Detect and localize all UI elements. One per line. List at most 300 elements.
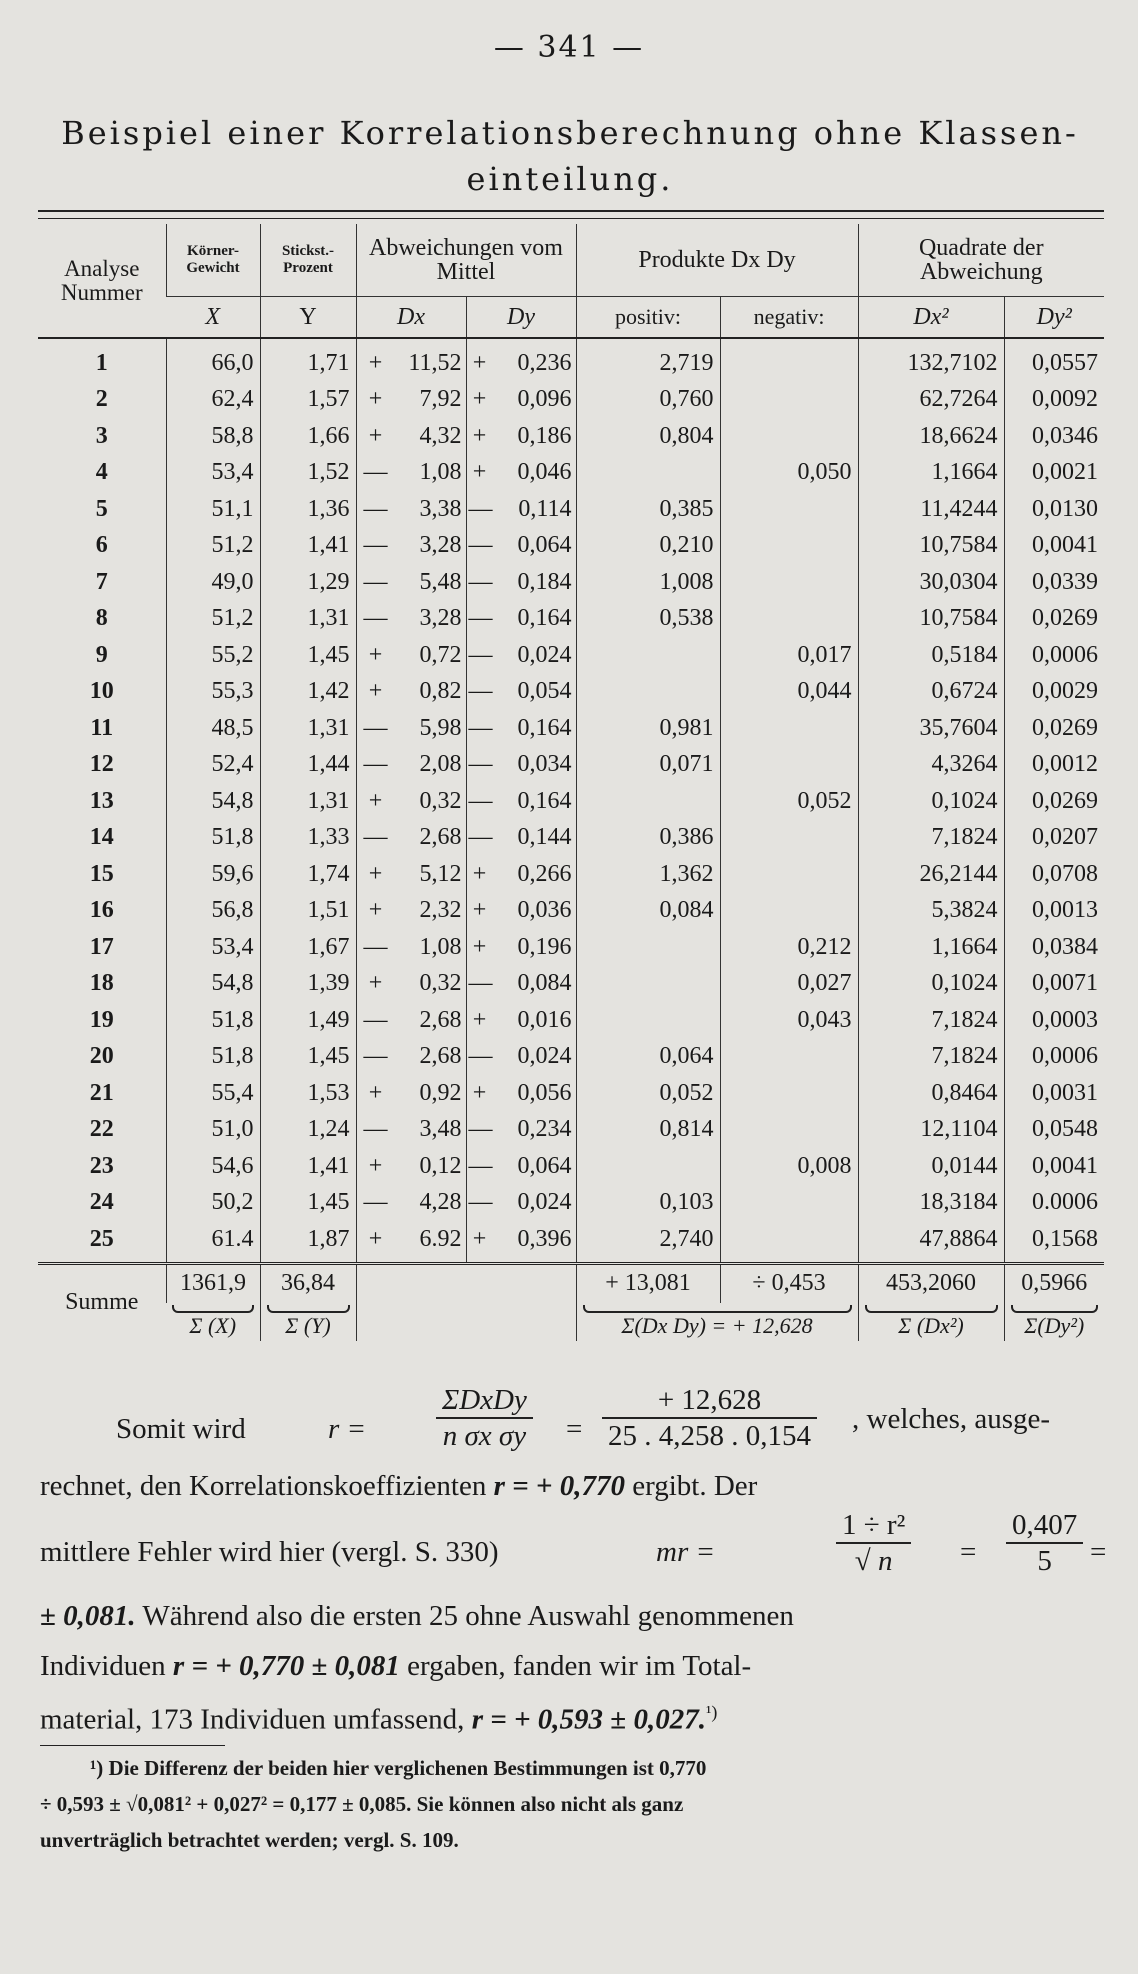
- summe-x: 1361,9: [166, 1263, 260, 1303]
- row-number: 7: [95, 568, 108, 595]
- para3-error: ± 0,081.: [40, 1600, 136, 1632]
- cell-positiv: 0,210: [576, 528, 720, 565]
- footnote-line-3: unverträglich betrachtet werden; vergl. S. 109.: [40, 1828, 459, 1852]
- cell-y: 1,44: [260, 747, 356, 784]
- cell-dy2: 0,0003: [1004, 1002, 1104, 1039]
- cell-x: 51,8: [166, 820, 260, 857]
- cell-dx: + 2,32: [356, 893, 466, 930]
- summe-blank-1: [356, 1303, 466, 1341]
- formula-fraction-symbolic: [436, 1383, 533, 1453]
- cell-x: 61.4: [166, 1221, 260, 1263]
- table-row: [38, 601, 1104, 638]
- cell-dx2: 11,4244: [858, 491, 1004, 528]
- cell-x: 51,2: [166, 601, 260, 638]
- paragraph-line-4: [40, 1644, 1104, 1688]
- cell-dy: — 0,024: [466, 1039, 576, 1076]
- table-row: [38, 528, 1104, 565]
- para1-text-b: ergibt. Der: [624, 1470, 758, 1502]
- cell-x: 51,8: [166, 1002, 260, 1039]
- cell-positiv: 1,008: [576, 564, 720, 601]
- cell-negativ: [720, 710, 858, 747]
- cell-dy: — 0,054: [466, 674, 576, 711]
- footnote-line-2: ÷ 0,593 ± √0,081² + 0,027² = 0,177 ± 0,085. Sie können also nicht als ganz: [40, 1792, 684, 1816]
- cell-dx2: 7,1824: [858, 1002, 1004, 1039]
- cell-positiv: [576, 455, 720, 492]
- cell-x: 56,8: [166, 893, 260, 930]
- cell-y: 1,71: [260, 338, 356, 382]
- cell-dy2: 0,0207: [1004, 820, 1104, 857]
- cell-dy2: 0,0031: [1004, 1075, 1104, 1112]
- cell-dx2: 35,7604: [858, 710, 1004, 747]
- cell-dx: + 0,32: [356, 783, 466, 820]
- brace-dy2: [1011, 1305, 1099, 1313]
- table-row: [38, 491, 1104, 528]
- cell-dy: — 0,064: [466, 528, 576, 565]
- cell-positiv: 2,740: [576, 1221, 720, 1263]
- cell-positiv: 0,760: [576, 382, 720, 419]
- cell-dy2: 0,0029: [1004, 674, 1104, 711]
- cell-positiv: 0,103: [576, 1185, 720, 1222]
- summe-y: 36,84: [260, 1263, 356, 1303]
- cell-dx: + 0,82: [356, 674, 466, 711]
- cell-dy: — 0,034: [466, 747, 576, 784]
- mr-den-1: √ n: [854, 1545, 893, 1577]
- cell-y: 1,66: [260, 418, 356, 455]
- sigma-dy2-label: Σ(Dy²): [1004, 1303, 1104, 1341]
- table-row: [38, 382, 1104, 419]
- cell-negativ: [720, 747, 858, 784]
- cell-dx2: 26,2144: [858, 856, 1004, 893]
- brace-dxdy: [583, 1305, 852, 1313]
- cell-dy2: 0,0092: [1004, 382, 1104, 419]
- correlation-table: [38, 224, 1104, 1341]
- cell-dy2: 0,0006: [1004, 637, 1104, 674]
- cell-positiv: 0,386: [576, 820, 720, 857]
- table-row: [38, 856, 1104, 893]
- correlation-formula: [40, 1375, 1104, 1475]
- cell-negativ: [720, 893, 858, 930]
- cell-dx: — 2,68: [356, 1039, 466, 1076]
- brace-x: [172, 1305, 254, 1313]
- cell-dy: — 0,164: [466, 783, 576, 820]
- formula-den-numeric: 25 . 4,258 . 0,154: [608, 1420, 811, 1452]
- cell-dy2: 0,0557: [1004, 338, 1104, 382]
- cell-dy: + 0,236: [466, 338, 576, 382]
- header-positiv: positiv:: [576, 297, 720, 339]
- para5-text: material, 173 Individuen umfassend,: [40, 1703, 472, 1736]
- mr-den-2: 5: [1037, 1545, 1052, 1577]
- cell-dy2: 0.0006: [1004, 1185, 1104, 1222]
- cell-negativ: [720, 418, 858, 455]
- table-row: [38, 1039, 1104, 1076]
- table-row: [38, 418, 1104, 455]
- cell-y: 1,87: [260, 1221, 356, 1263]
- page-number: — 341 —: [493, 30, 645, 65]
- cell-y: 1,67: [260, 929, 356, 966]
- mr-num-1: 1 ÷ r²: [836, 1508, 911, 1544]
- cell-y: 1,42: [260, 674, 356, 711]
- cell-dx2: 47,8864: [858, 1221, 1004, 1263]
- cell-negativ: 0,043: [720, 1002, 858, 1039]
- sigma-y-label: Σ (Y): [260, 1303, 356, 1341]
- cell-dy2: 0,0006: [1004, 1039, 1104, 1076]
- cell-dy2: 0,0269: [1004, 601, 1104, 638]
- row-number: 20: [89, 1043, 114, 1070]
- page-title: [40, 110, 1100, 202]
- table-row: [38, 455, 1104, 492]
- cell-negativ: [720, 1075, 858, 1112]
- cell-positiv: [576, 783, 720, 820]
- cell-x: 51,1: [166, 491, 260, 528]
- cell-dx2: 5,3824: [858, 893, 1004, 930]
- cell-dy: — 0,114: [466, 491, 576, 528]
- sigma-x-label: Σ (X): [166, 1303, 260, 1341]
- cell-x: 52,4: [166, 747, 260, 784]
- header-dx: Dx: [356, 297, 466, 339]
- summe-dy2: 0,5966: [1004, 1263, 1104, 1303]
- cell-positiv: [576, 929, 720, 966]
- cell-positiv: 0,804: [576, 418, 720, 455]
- table-row: [38, 893, 1104, 930]
- cell-x: 54,8: [166, 966, 260, 1003]
- cell-dy2: 0,0339: [1004, 564, 1104, 601]
- cell-negativ: [720, 338, 858, 382]
- cell-dx2: 0,8464: [858, 1075, 1004, 1112]
- cell-dy: + 0,196: [466, 929, 576, 966]
- cell-dx: + 11,52: [356, 338, 466, 382]
- cell-dx2: 0,5184: [858, 637, 1004, 674]
- brace-y: [267, 1305, 350, 1313]
- cell-negativ: 0,027: [720, 966, 858, 1003]
- cell-dy2: 0,0071: [1004, 966, 1104, 1003]
- formula-lead: Somit wird: [116, 1413, 246, 1445]
- cell-positiv: [576, 674, 720, 711]
- title-line-2: einteilung.: [466, 160, 674, 198]
- table-top-rule-thin: [38, 218, 1104, 219]
- row-number: 24: [89, 1189, 114, 1216]
- para1-r-value: r = + 0,770: [493, 1470, 625, 1502]
- cell-dx: + 0,72: [356, 637, 466, 674]
- cell-dy: — 0,084: [466, 966, 576, 1003]
- cell-y: 1,24: [260, 1112, 356, 1149]
- cell-dx: — 1,08: [356, 929, 466, 966]
- cell-dx: + 4,32: [356, 418, 466, 455]
- cell-dx2: 62,7264: [858, 382, 1004, 419]
- cell-dy: — 0,234: [466, 1112, 576, 1149]
- paragraph-line-3: [40, 1594, 1104, 1638]
- cell-dx: + 6.92: [356, 1221, 466, 1263]
- cell-dy2: 0,0130: [1004, 491, 1104, 528]
- cell-positiv: 0,538: [576, 601, 720, 638]
- cell-dx2: 4,3264: [858, 747, 1004, 784]
- table-row: [38, 820, 1104, 857]
- header-dy: Dy: [466, 297, 576, 339]
- formula-den-symbolic: n σx σy: [442, 1420, 527, 1452]
- header-quadrate: Quadrate der Abweichung: [858, 224, 1104, 297]
- row-number: 18: [89, 970, 114, 997]
- table-body: [38, 338, 1104, 1263]
- cell-dy2: 0,0021: [1004, 455, 1104, 492]
- cell-dx: — 3,48: [356, 1112, 466, 1149]
- table-row: [38, 1002, 1104, 1039]
- paragraph-line-1: [40, 1464, 1104, 1508]
- summe-blank-2: [466, 1303, 576, 1341]
- cell-x: 59,6: [166, 856, 260, 893]
- cell-dy2: 0,1568: [1004, 1221, 1104, 1263]
- cell-dy: + 0,016: [466, 1002, 576, 1039]
- para4-text-a: Individuen: [40, 1650, 173, 1682]
- table-top-rule: [38, 210, 1104, 212]
- cell-dx2: 10,7584: [858, 601, 1004, 638]
- cell-positiv: [576, 966, 720, 1003]
- cell-dy2: 0,0346: [1004, 418, 1104, 455]
- formula-eq: =: [566, 1413, 583, 1445]
- cell-y: 1,57: [260, 382, 356, 419]
- cell-dx2: 0,1024: [858, 783, 1004, 820]
- cell-negativ: [720, 528, 858, 565]
- cell-dx: — 4,28: [356, 1185, 466, 1222]
- cell-y: 1,31: [260, 601, 356, 638]
- cell-dx2: 7,1824: [858, 1039, 1004, 1076]
- cell-x: 54,8: [166, 783, 260, 820]
- header-negativ: negativ:: [720, 297, 858, 339]
- header-dx2: Dx²: [858, 297, 1004, 339]
- cell-dx: — 3,28: [356, 601, 466, 638]
- row-number: 8: [95, 605, 108, 632]
- cell-dx2: 1,1664: [858, 929, 1004, 966]
- mr-eq-1: =: [960, 1536, 977, 1568]
- cell-positiv: 0,981: [576, 710, 720, 747]
- cell-x: 62,4: [166, 382, 260, 419]
- cell-x: 51,0: [166, 1112, 260, 1149]
- para3-text: Während also die ersten 25 ohne Auswahl genommenen: [135, 1600, 794, 1632]
- cell-dy2: 0,0384: [1004, 929, 1104, 966]
- cell-dx: + 5,12: [356, 856, 466, 893]
- cell-positiv: 0,084: [576, 893, 720, 930]
- row-number: 4: [95, 459, 108, 486]
- cell-y: 1,41: [260, 1148, 356, 1185]
- table-row: [38, 1112, 1104, 1149]
- summe-positiv: + 13,081: [576, 1263, 720, 1303]
- cell-dx: — 5,48: [356, 564, 466, 601]
- cell-dx2: 7,1824: [858, 820, 1004, 857]
- row-number: 14: [89, 824, 114, 851]
- cell-x: 55,2: [166, 637, 260, 674]
- cell-dx: — 2,68: [356, 1002, 466, 1039]
- para4-r-value: r = + 0,770 ± 0,081: [172, 1650, 400, 1682]
- table-row: [38, 710, 1104, 747]
- table-row: [38, 1148, 1104, 1185]
- cell-y: 1,33: [260, 820, 356, 857]
- para4-text-b: ergaben, fanden wir im Total-: [399, 1650, 752, 1682]
- cell-dx: — 3,38: [356, 491, 466, 528]
- cell-y: 1,31: [260, 783, 356, 820]
- row-number: 9: [95, 641, 108, 668]
- cell-dx2: 18,3184: [858, 1185, 1004, 1222]
- table-row: [38, 783, 1104, 820]
- paragraph-line-2: [40, 1508, 1107, 1582]
- cell-positiv: 1,362: [576, 856, 720, 893]
- cell-dy: — 0,164: [466, 710, 576, 747]
- table-row: [38, 674, 1104, 711]
- row-number: 22: [89, 1116, 114, 1143]
- cell-dy2: 0,0269: [1004, 710, 1104, 747]
- cell-dy: — 0,064: [466, 1148, 576, 1185]
- table-row: [38, 966, 1104, 1003]
- cell-y: 1,39: [260, 966, 356, 1003]
- header-abweichungen: Abweichungen vom Mittel: [356, 224, 576, 297]
- mr-eq-2: =: [1090, 1536, 1107, 1568]
- cell-dy: + 0,096: [466, 382, 576, 419]
- cell-x: 53,4: [166, 929, 260, 966]
- cell-dy: — 0,184: [466, 564, 576, 601]
- table-row: [38, 1221, 1104, 1263]
- cell-y: 1,36: [260, 491, 356, 528]
- cell-x: 51,8: [166, 1039, 260, 1076]
- cell-x: 48,5: [166, 710, 260, 747]
- formula-tail: , welches, ausge-: [852, 1403, 1051, 1435]
- formula-num-symbolic: ΣDxDy: [436, 1383, 533, 1419]
- table-row: [38, 929, 1104, 966]
- brace-dx2: [865, 1305, 998, 1313]
- header-y: Y: [260, 297, 356, 339]
- header-stickstoff-prozent: Stickst.-Prozent: [260, 224, 356, 297]
- table-row: [38, 1185, 1104, 1222]
- cell-y: 1,53: [260, 1075, 356, 1112]
- cell-y: 1,45: [260, 637, 356, 674]
- cell-dx: — 2,68: [356, 820, 466, 857]
- cell-x: 58,8: [166, 418, 260, 455]
- cell-dy2: 0,0013: [1004, 893, 1104, 930]
- cell-dy2: 0,0041: [1004, 528, 1104, 565]
- cell-y: 1,41: [260, 528, 356, 565]
- header-x: X: [205, 304, 221, 330]
- row-number: 16: [89, 897, 114, 924]
- cell-dx: — 3,28: [356, 528, 466, 565]
- cell-negativ: 0,212: [720, 929, 858, 966]
- row-number: 3: [95, 422, 108, 449]
- cell-negativ: 0,008: [720, 1148, 858, 1185]
- cell-negativ: [720, 564, 858, 601]
- cell-dy: + 0,046: [466, 455, 576, 492]
- cell-y: 1,45: [260, 1039, 356, 1076]
- cell-negativ: [720, 1185, 858, 1222]
- row-number: 17: [89, 933, 114, 960]
- cell-dx2: 10,7584: [858, 528, 1004, 565]
- para2-text: mittlere Fehler wird hier (vergl. S. 330): [40, 1536, 499, 1568]
- cell-dx2: 0,1024: [858, 966, 1004, 1003]
- table-row: [38, 338, 1104, 382]
- summe-section: [38, 1263, 1104, 1341]
- cell-dx: — 5,98: [356, 710, 466, 747]
- cell-dx2: 0,0144: [858, 1148, 1004, 1185]
- cell-positiv: 0,814: [576, 1112, 720, 1149]
- cell-x: 53,4: [166, 455, 260, 492]
- cell-dx: — 2,08: [356, 747, 466, 784]
- row-number: 21: [89, 1079, 114, 1106]
- cell-positiv: 0,071: [576, 747, 720, 784]
- cell-dx2: 30,0304: [858, 564, 1004, 601]
- paragraph-line-5: [40, 1690, 1104, 1742]
- cell-negativ: [720, 1221, 858, 1263]
- row-number: 1: [95, 349, 108, 376]
- sigma-dxdy-label: Σ(Dx Dy) = + 12,628: [576, 1303, 858, 1341]
- cell-negativ: 0,017: [720, 637, 858, 674]
- cell-dy2: 0,0548: [1004, 1112, 1104, 1149]
- row-number: 23: [89, 1152, 114, 1179]
- cell-x: 50,2: [166, 1185, 260, 1222]
- cell-negativ: [720, 856, 858, 893]
- cell-positiv: 0,064: [576, 1039, 720, 1076]
- cell-negativ: 0,044: [720, 674, 858, 711]
- footnote-rule: [40, 1745, 225, 1746]
- table-row: [38, 564, 1104, 601]
- cell-dy: — 0,024: [466, 1185, 576, 1222]
- cell-y: 1,51: [260, 893, 356, 930]
- cell-y: 1,31: [260, 710, 356, 747]
- cell-y: 1,52: [260, 455, 356, 492]
- cell-positiv: 2,719: [576, 338, 720, 382]
- cell-dx2: 12,1104: [858, 1112, 1004, 1149]
- cell-negativ: [720, 1112, 858, 1149]
- header-koerner-gewicht: Körner-Gewicht: [166, 224, 260, 297]
- row-number: 13: [89, 787, 114, 814]
- row-number: 12: [89, 751, 114, 778]
- cell-dy: + 0,396: [466, 1221, 576, 1263]
- footnote-line-1: ¹) Die Differenz der beiden hier verglichenen Bestimmungen ist 0,770: [90, 1756, 707, 1780]
- formula-r: r =: [328, 1413, 367, 1445]
- cell-dx2: 1,1664: [858, 455, 1004, 492]
- table-row: [38, 637, 1104, 674]
- title-line-1: Beispiel einer Korrelationsberechnung ohne Klassen-: [61, 114, 1079, 152]
- formula-fraction-numeric: [602, 1383, 817, 1453]
- row-number: 15: [89, 860, 114, 887]
- row-number: 11: [90, 714, 114, 741]
- cell-negativ: 0,050: [720, 455, 858, 492]
- cell-positiv: [576, 637, 720, 674]
- cell-dx: + 0,32: [356, 966, 466, 1003]
- header-analyse-nummer: Analyse Nummer: [60, 255, 143, 305]
- cell-y: 1,29: [260, 564, 356, 601]
- cell-negativ: [720, 382, 858, 419]
- cell-dx2: 0,6724: [858, 674, 1004, 711]
- table-row: [38, 747, 1104, 784]
- cell-dx: — 1,08: [356, 455, 466, 492]
- cell-y: 1,49: [260, 1002, 356, 1039]
- row-number: 19: [89, 1006, 114, 1033]
- cell-negativ: [720, 820, 858, 857]
- cell-dx2: 18,6624: [858, 418, 1004, 455]
- cell-dy: + 0,266: [466, 856, 576, 893]
- summe-dx2: 453,2060: [858, 1263, 1004, 1303]
- cell-x: 55,4: [166, 1075, 260, 1112]
- cell-y: 1,45: [260, 1185, 356, 1222]
- cell-dx2: 132,7102: [858, 338, 1004, 382]
- mr-num-2: 0,407: [1006, 1508, 1083, 1544]
- sigma-dx2-label: Σ (Dx²): [858, 1303, 1004, 1341]
- header-dy2: Dy²: [1004, 297, 1104, 339]
- summe-dy-empty: [466, 1263, 576, 1303]
- table-row: [38, 1075, 1104, 1112]
- cell-dy: + 0,056: [466, 1075, 576, 1112]
- cell-x: 55,3: [166, 674, 260, 711]
- cell-negativ: [720, 601, 858, 638]
- cell-x: 54,6: [166, 1148, 260, 1185]
- cell-negativ: [720, 1039, 858, 1076]
- cell-positiv: [576, 1002, 720, 1039]
- cell-negativ: 0,052: [720, 783, 858, 820]
- para2-mr: mr =: [656, 1536, 716, 1568]
